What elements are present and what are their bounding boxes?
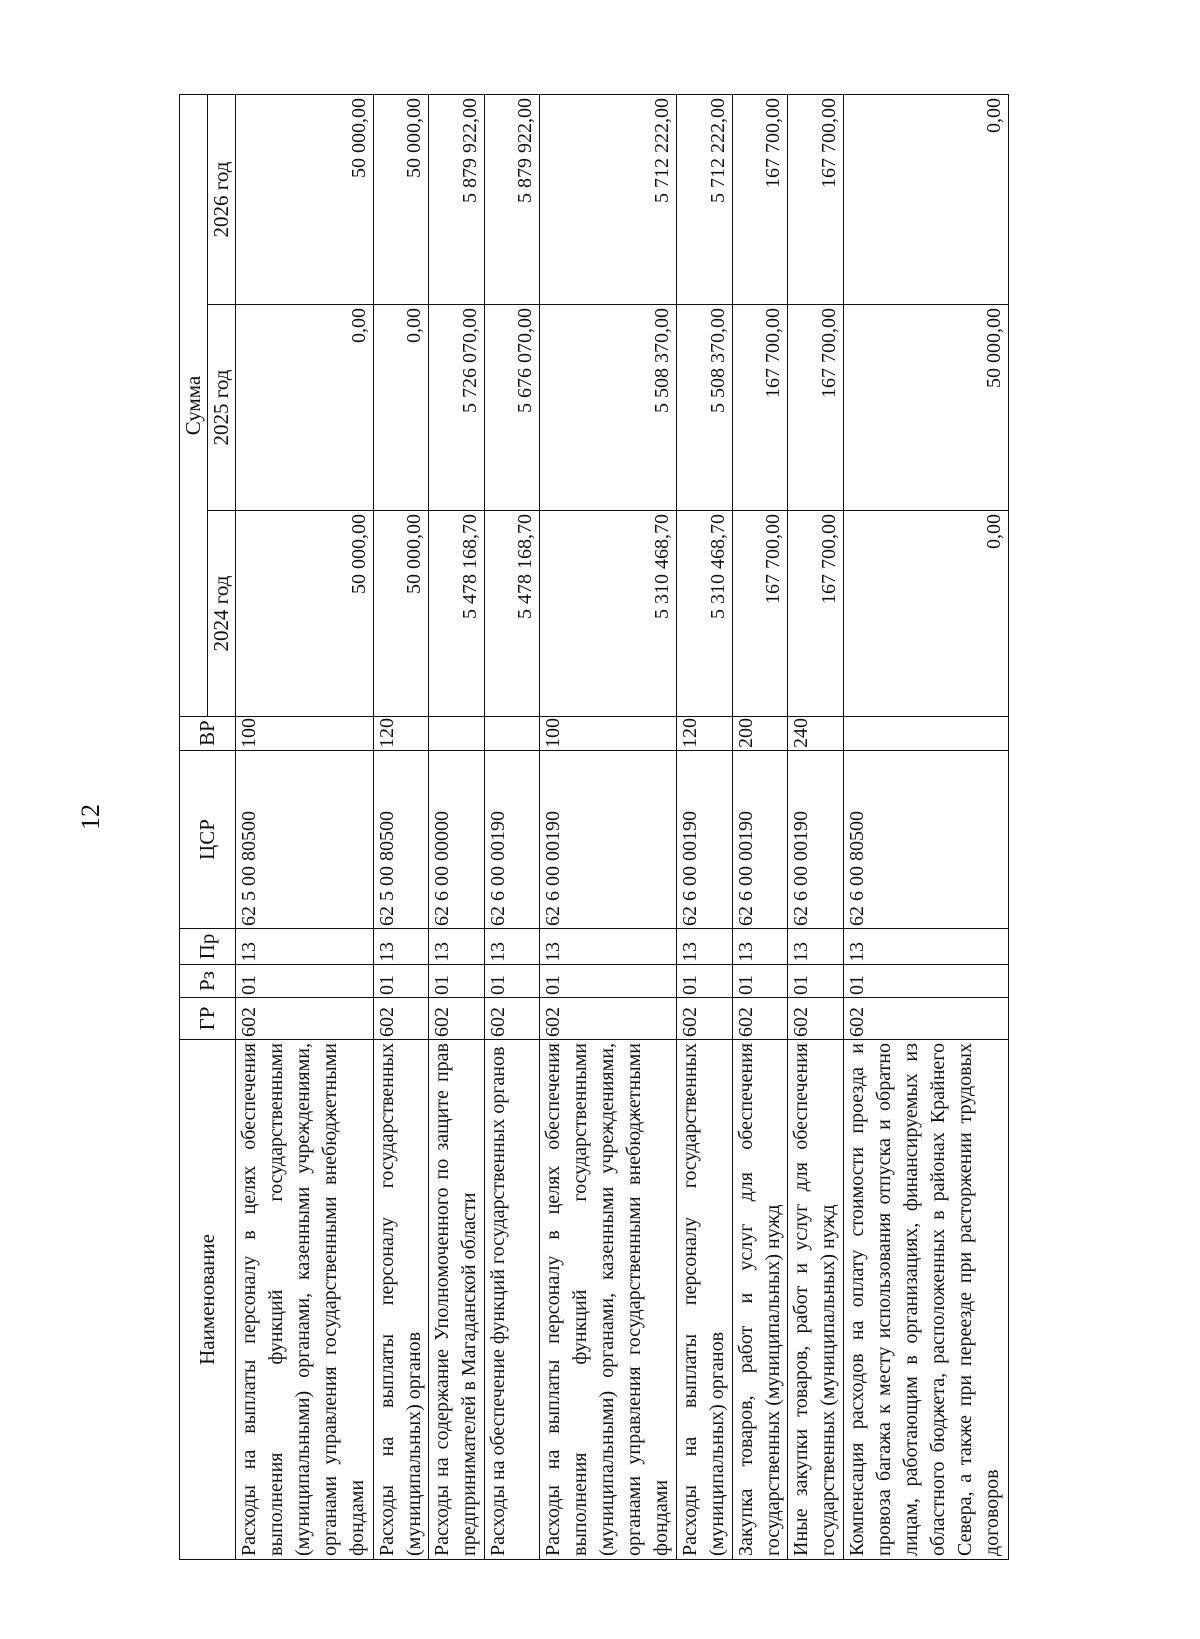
header-pr: Пр — [180, 929, 236, 965]
row-2026: 0,00 — [844, 94, 1009, 304]
row-2025: 0,00 — [373, 305, 429, 511]
table-row — [844, 94, 1009, 1559]
row-pr: 13 — [732, 929, 788, 965]
row-csr: 62 5 00 80500 — [236, 751, 374, 929]
header-vr: ВР — [180, 717, 236, 751]
row-rz: 01 — [484, 965, 539, 998]
header-row-1 — [180, 94, 208, 1559]
table-row — [373, 94, 429, 1559]
row-2025: 167 700,00 — [788, 305, 844, 511]
row-vr — [484, 717, 539, 751]
row-name: Расходы на выплаты персоналу государственных (муниципальных) органов — [373, 1040, 429, 1560]
row-2024: 50 000,00 — [236, 511, 374, 717]
row-2026: 5 879 922,00 — [484, 94, 539, 304]
row-2024: 5 310 468,70 — [677, 511, 733, 717]
row-vr — [429, 717, 485, 751]
table-row — [732, 94, 788, 1559]
row-rz: 01 — [788, 965, 844, 998]
row-2026: 5 712 222,00 — [539, 94, 677, 304]
table-row — [484, 94, 539, 1559]
header-2024: 2024 год — [208, 511, 236, 717]
row-2026: 167 700,00 — [788, 94, 844, 304]
header-sum: Сумма — [180, 94, 208, 716]
row-csr: 62 5 00 80500 — [373, 751, 429, 929]
row-pr: 13 — [236, 929, 374, 965]
row-gr: 602 — [484, 998, 539, 1040]
row-vr: 200 — [732, 717, 788, 751]
row-pr: 13 — [844, 929, 1009, 965]
row-gr: 602 — [677, 998, 733, 1040]
row-2024: 167 700,00 — [788, 511, 844, 717]
row-vr: 240 — [788, 717, 844, 751]
row-gr: 602 — [732, 998, 788, 1040]
row-2025: 167 700,00 — [732, 305, 788, 511]
row-2025: 5 676 070,00 — [484, 305, 539, 511]
row-pr: 13 — [677, 929, 733, 965]
row-gr: 602 — [539, 998, 677, 1040]
row-rz: 01 — [429, 965, 485, 998]
page-number: 12 — [76, 804, 105, 830]
row-csr: 62 6 00 00190 — [732, 751, 788, 929]
row-vr: 100 — [539, 717, 677, 751]
row-2025: 5 508 370,00 — [677, 305, 733, 511]
row-gr: 602 — [373, 998, 429, 1040]
row-2024: 5 478 168,70 — [429, 511, 485, 717]
row-gr: 602 — [844, 998, 1009, 1040]
row-rz: 01 — [732, 965, 788, 998]
table-row — [429, 94, 485, 1559]
row-name: Компенсация расходов на оплату стоимости проезда и провоза багажа к месту использования отпуска и обратно лицам, работающим в организациях, финансируемых из областного бюджета, расположенных в районах Крайнего Севера, а также при переезде при расторжении трудовых договоров — [844, 1040, 1009, 1560]
row-rz: 01 — [236, 965, 374, 998]
row-vr: 120 — [677, 717, 733, 751]
row-pr: 13 — [788, 929, 844, 965]
row-2024: 50 000,00 — [373, 511, 429, 717]
header-2026: 2026 год — [208, 94, 236, 304]
row-name: Закупка товаров, работ и услуг для обеспечения государственных (муниципальных) нужд — [732, 1040, 788, 1560]
header-2025: 2025 год — [208, 305, 236, 511]
row-name: Расходы на выплаты персоналу государственных (муниципальных) органов — [677, 1040, 733, 1560]
header-csr: ЦСР — [180, 751, 236, 929]
row-csr: 62 6 00 00000 — [429, 751, 485, 929]
row-2026: 167 700,00 — [732, 94, 788, 304]
table-row — [788, 94, 844, 1559]
table-row — [677, 94, 733, 1559]
row-vr: 120 — [373, 717, 429, 751]
budget-table — [179, 94, 1009, 1560]
row-pr: 13 — [373, 929, 429, 965]
row-csr: 62 6 00 00190 — [484, 751, 539, 929]
table-row — [539, 94, 677, 1559]
row-name: Расходы на выплаты персоналу в целях обеспечения выполнения функций государственными (муниципальными) органами, казенными учреждениями, органами управления государственными внебюджетными фондами — [539, 1040, 677, 1560]
header-gr: ГР — [180, 998, 236, 1040]
row-2025: 50 000,00 — [844, 305, 1009, 511]
row-rz: 01 — [844, 965, 1009, 998]
row-vr — [844, 717, 1009, 751]
row-2024: 0,00 — [844, 511, 1009, 717]
row-2026: 50 000,00 — [373, 94, 429, 304]
row-csr: 62 6 00 00190 — [788, 751, 844, 929]
row-name: Иные закупки товаров, работ и услуг для обеспечения государственных (муниципальных) нужд — [788, 1040, 844, 1560]
row-rz: 01 — [539, 965, 677, 998]
row-2026: 5 712 222,00 — [677, 94, 733, 304]
header-name: Наименование — [180, 1040, 236, 1560]
row-gr: 602 — [236, 998, 374, 1040]
row-2026: 5 879 922,00 — [429, 94, 485, 304]
row-2025: 5 508 370,00 — [539, 305, 677, 511]
row-csr: 62 6 00 00190 — [539, 751, 677, 929]
header-rz: Рз — [180, 965, 236, 998]
row-rz: 01 — [373, 965, 429, 998]
row-2024: 167 700,00 — [732, 511, 788, 717]
row-name: Расходы на выплаты персоналу в целях обеспечения выполнения функций государственными (муниципальными) органами, казенными учреждениями, органами управления государственными внебюджетными фондами — [236, 1040, 374, 1560]
budget-table-container — [179, 95, 1009, 1560]
row-name: Расходы на содержание Уполномоченного по защите прав предпринимателей в Магаданской области — [429, 1040, 485, 1560]
row-vr: 100 — [236, 717, 374, 751]
row-name: Расходы на обеспечение функций государственных органов — [484, 1040, 539, 1560]
table-row — [236, 94, 374, 1559]
row-gr: 602 — [429, 998, 485, 1040]
row-2024: 5 310 468,70 — [539, 511, 677, 717]
row-csr: 62 6 00 80500 — [844, 751, 1009, 929]
row-gr: 602 — [788, 998, 844, 1040]
row-pr: 13 — [429, 929, 485, 965]
row-2025: 5 726 070,00 — [429, 305, 485, 511]
row-2026: 50 000,00 — [236, 94, 374, 304]
row-2025: 0,00 — [236, 305, 374, 511]
row-2024: 5 478 168,70 — [484, 511, 539, 717]
row-rz: 01 — [677, 965, 733, 998]
row-pr: 13 — [484, 929, 539, 965]
row-csr: 62 6 00 00190 — [677, 751, 733, 929]
row-pr: 13 — [539, 929, 677, 965]
